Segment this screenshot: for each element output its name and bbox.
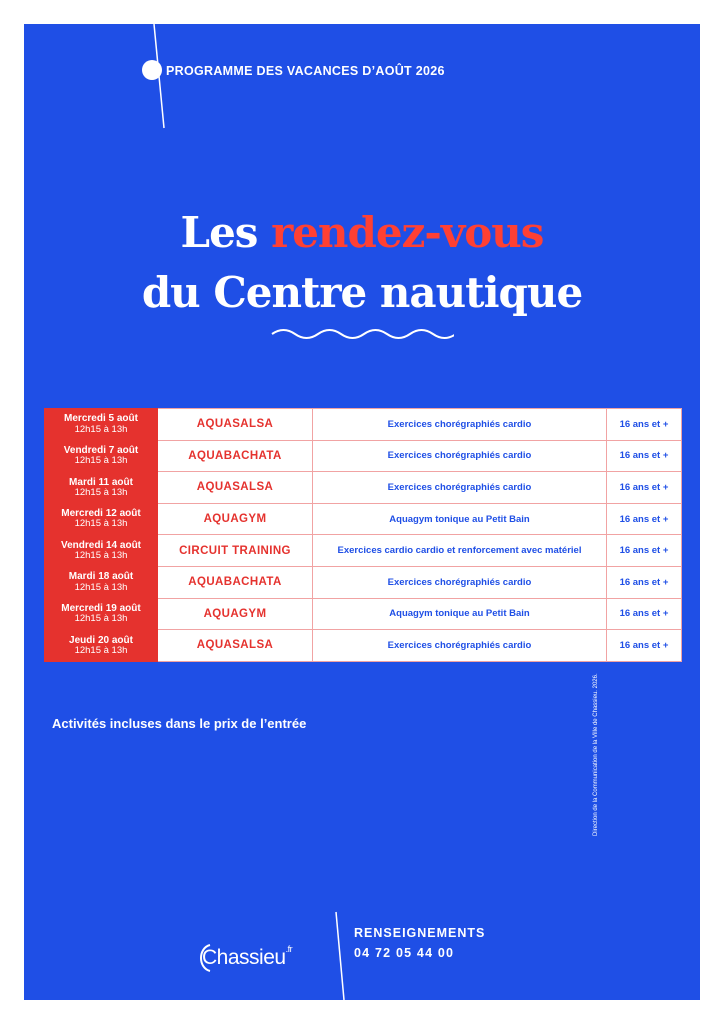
activity-cell: AQUASALSA bbox=[158, 630, 313, 662]
date-day: Mercredi 5 août bbox=[64, 413, 138, 425]
wave-icon bbox=[270, 326, 454, 342]
description-cell bbox=[313, 566, 607, 598]
headline-prefix: Les bbox=[180, 208, 272, 257]
age-cell: 16 ans et + bbox=[607, 503, 682, 535]
credit-text: Direction de la Communication de la Ville de Chassieu. 2026. bbox=[593, 673, 599, 836]
description-cell bbox=[313, 503, 607, 535]
date-time: 12h15 à 13h bbox=[74, 549, 128, 561]
headline-line-1 bbox=[24, 208, 700, 257]
age-cell: 16 ans et + bbox=[607, 440, 682, 472]
date-time: 12h15 à 13h bbox=[74, 581, 128, 593]
activity-cell: CIRCUIT TRAINING bbox=[158, 535, 313, 567]
headline-accent: rendez-vous bbox=[271, 208, 544, 257]
description-cell bbox=[313, 630, 607, 662]
headline-line-2: du Centre nautique bbox=[141, 268, 583, 317]
activity-cell: AQUAGYM bbox=[158, 503, 313, 535]
date-cell bbox=[45, 535, 158, 567]
age-cell: 16 ans et + bbox=[607, 630, 682, 662]
activity-cell: AQUAGYM bbox=[158, 598, 313, 630]
description-text: Exercices chorégraphiés cardio bbox=[387, 481, 532, 493]
poster bbox=[24, 24, 700, 1000]
header-dot-icon bbox=[142, 60, 162, 80]
date-time: 12h15 à 13h bbox=[74, 486, 128, 498]
schedule-table bbox=[44, 408, 682, 662]
activity-cell: AQUASALSA bbox=[158, 409, 313, 441]
schedule-row bbox=[45, 566, 682, 598]
date-time: 12h15 à 13h bbox=[74, 455, 128, 467]
date-day: Mardi 11 août bbox=[69, 476, 133, 488]
description-text: Aquagym tonique au bbox=[389, 608, 486, 620]
date-day: Vendredi 14 août bbox=[60, 539, 142, 551]
date-cell bbox=[45, 630, 158, 662]
logo-swirl-icon bbox=[196, 942, 212, 974]
date-time: 12h15 à 13h bbox=[74, 613, 128, 625]
logo-suffix: .fr bbox=[285, 944, 293, 954]
description-bold: Petit Bain bbox=[485, 513, 530, 525]
date-cell bbox=[45, 440, 158, 472]
description-text: Exercices chorégraphiés cardio bbox=[387, 576, 532, 588]
date-time: 12h15 à 13h bbox=[74, 518, 128, 530]
date-time: 12h15 à 13h bbox=[74, 423, 128, 435]
program-title: PROGRAMME DES VACANCES D’AOÛT 2026 bbox=[166, 64, 445, 78]
date-day: Vendredi 7 août bbox=[63, 444, 139, 456]
description-cell bbox=[313, 472, 607, 504]
activity-cell: AQUABACHATA bbox=[158, 440, 313, 472]
description-text: Aquagym tonique au bbox=[389, 513, 486, 525]
top-divider-line bbox=[24, 24, 700, 134]
age-cell: 16 ans et + bbox=[607, 409, 682, 441]
date-cell bbox=[45, 598, 158, 630]
contact-phone: 04 72 05 44 00 bbox=[354, 946, 455, 960]
schedule-row bbox=[45, 598, 682, 630]
footer-note: Activités incluses dans le prix de l’entrée bbox=[52, 716, 307, 731]
age-cell: 16 ans et + bbox=[607, 472, 682, 504]
date-day: Mercredi 12 août bbox=[61, 508, 141, 520]
description-cell bbox=[313, 409, 607, 441]
date-cell bbox=[45, 409, 158, 441]
date-day: Mercredi 19 août bbox=[61, 602, 141, 614]
date-cell bbox=[45, 566, 158, 598]
description-bold: Petit Bain bbox=[485, 608, 530, 620]
schedule-row bbox=[45, 503, 682, 535]
description-text: Exercices cardio cardio et renforcement avec matériel bbox=[337, 545, 582, 557]
contact-label: RENSEIGNEMENTS bbox=[354, 926, 486, 940]
date-day: Jeudi 20 août bbox=[69, 634, 133, 646]
activity-cell: AQUASALSA bbox=[158, 472, 313, 504]
date-cell bbox=[45, 472, 158, 504]
description-text: Exercices chorégraphiés cardio bbox=[387, 418, 532, 430]
date-day: Mardi 18 août bbox=[68, 571, 134, 583]
description-cell bbox=[313, 535, 607, 567]
schedule-row bbox=[45, 409, 682, 441]
description-cell bbox=[313, 598, 607, 630]
activity-cell: AQUABACHATA bbox=[158, 566, 313, 598]
age-cell: 16 ans et + bbox=[607, 535, 682, 567]
description-cell bbox=[313, 440, 607, 472]
date-time: 12h15 à 13h bbox=[74, 644, 128, 656]
date-cell bbox=[45, 503, 158, 535]
schedule-row bbox=[45, 472, 682, 504]
age-cell: 16 ans et + bbox=[607, 566, 682, 598]
schedule-row bbox=[45, 440, 682, 472]
logo-text: Chassieu bbox=[202, 946, 286, 969]
schedule-row bbox=[45, 630, 682, 662]
description-text: Exercices chorégraphiés cardio bbox=[387, 639, 532, 651]
schedule-row bbox=[45, 535, 682, 567]
chassieu-logo bbox=[202, 946, 292, 970]
age-cell: 16 ans et + bbox=[607, 598, 682, 630]
description-text: Exercices chorégraphiés cardio bbox=[387, 450, 532, 462]
